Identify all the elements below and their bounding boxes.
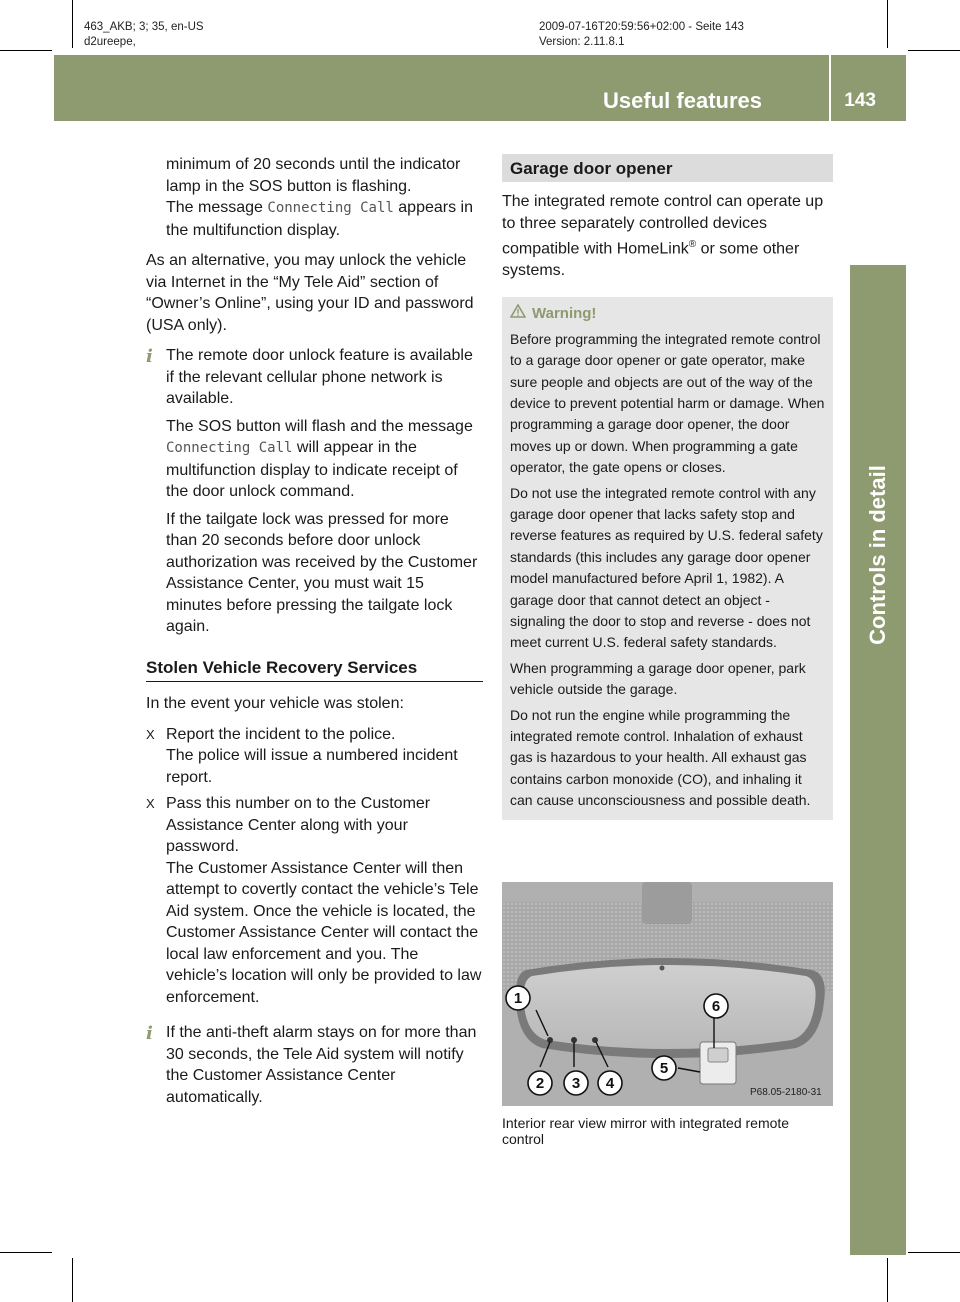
transmitter-button-icon xyxy=(708,1048,728,1062)
print-meta-right-line1: 2009-07-16T20:59:56+02:00 - Seite 143 xyxy=(539,21,744,33)
info-icon: i xyxy=(146,1023,153,1044)
warning-triangle-icon xyxy=(510,303,532,324)
page-number: 143 xyxy=(844,90,876,111)
info-note-p2-post: will appear in the multifunction display to indicate receipt of the door unlock command. xyxy=(166,439,458,500)
step-arrow-icon: X xyxy=(146,796,155,811)
info-note-p2-pre: The SOS button will flash and the message xyxy=(166,417,473,435)
info-note-remote-unlock xyxy=(146,345,483,638)
step-lead: Pass this number on to the Customer Assistance Center along with your password. xyxy=(166,795,431,855)
header-bar xyxy=(54,55,906,121)
stolen-vehicle-heading: Stolen Vehicle Recovery Services xyxy=(146,647,483,683)
display-message-code: Connecting Call xyxy=(166,440,293,456)
step-item xyxy=(146,793,483,1008)
figure-code: P68.05-2180-31 xyxy=(750,1087,822,1098)
registered-mark: ® xyxy=(688,239,697,250)
step-lead: Report the incident to the police. xyxy=(166,725,396,743)
info-note-p1: The remote door unlock feature is available if the relevant cellular phone network is available. xyxy=(166,347,473,407)
callout-4-label: 4 xyxy=(605,1075,615,1092)
continued-text-2-post: appears in the multifunction display. xyxy=(166,199,473,239)
warning-box xyxy=(502,297,833,819)
crop-mark-tr-v xyxy=(887,0,888,48)
figure-caption: Interior rear view mirror with integrated remote control xyxy=(502,1115,790,1147)
garage-intro-post: or some other systems. xyxy=(502,240,800,279)
info-note-p2 xyxy=(166,416,483,503)
callout-3-label: 3 xyxy=(571,1075,581,1092)
warning-title: Warning! xyxy=(532,305,597,323)
header-separator xyxy=(829,55,831,121)
display-message-code: Connecting Call xyxy=(267,200,394,216)
print-meta-right-line2: Version: 2.11.8.1 xyxy=(539,36,625,48)
callout-5-label: 5 xyxy=(659,1060,669,1077)
mirror-sensor xyxy=(660,966,665,971)
step-item xyxy=(146,724,483,789)
garage-door-heading: Garage door opener xyxy=(502,154,833,182)
crop-mark-tr-h xyxy=(908,50,960,51)
mirror-glass xyxy=(524,965,816,1049)
crop-mark-tl-h xyxy=(0,50,52,51)
alternative-paragraph: As an alternative, you may unlock the vehicle via Internet in the “My Tele Aid” section of “Owner’s Online”, using your ID and password (USA only). xyxy=(146,252,474,334)
warning-title-row xyxy=(510,303,825,324)
crop-mark-bl-h xyxy=(0,1252,52,1253)
chapter-side-tab xyxy=(850,265,906,1255)
mirror-illustration xyxy=(502,882,833,1106)
step-detail: The police will issue a numbered incident report. xyxy=(166,747,458,786)
mirror-mount xyxy=(642,882,692,924)
info-note-alarm xyxy=(146,1022,483,1108)
step-detail: The Customer Assistance Center will then attempt to covertly contact the vehicle’s Tele Aid system. Once the vehicle is located, the Customer Assistance Center will contact the local law enforcement and you. The vehicle’s location will only be provided to law enforcement. xyxy=(166,859,482,1006)
button-3-icon xyxy=(592,1037,598,1043)
crop-mark-bl-v xyxy=(72,1258,73,1302)
warning-paragraph: Do not run the engine while programming the integrated remote control. Inhalation of exhaust gas is hazardous to your health. All exhaust gas contains carbon monoxide (CO), and inhaling it can cause unconsciousness and possible death. xyxy=(510,706,811,809)
info-note-alarm-text: If the anti-theft alarm stays on for more than 30 seconds, the Tele Aid system will notify the Customer Assistance Center automatically. xyxy=(166,1024,477,1106)
print-meta-left xyxy=(84,20,204,50)
step-arrow-icon: X xyxy=(146,726,155,742)
mirror-figure xyxy=(502,882,833,1106)
print-meta-left-line1: 463_AKB; 3; 35, en-US xyxy=(84,21,204,33)
crop-mark-br-h xyxy=(908,1252,960,1253)
garage-intro xyxy=(502,191,833,281)
info-note-p3: If the tailgate lock was pressed for more than 20 seconds before door unlock authorization was received by the Customer Assistance Center, you must wait 15 minutes before pressing the tailgate lock again. xyxy=(166,510,478,635)
print-meta-right xyxy=(539,20,744,50)
section-title: Useful features xyxy=(603,88,762,113)
chapter-side-label: Controls in detail xyxy=(865,465,890,645)
warning-paragraph: When programming a garage door opener, park vehicle outside the garage. xyxy=(510,659,806,698)
print-meta-left-line2: d2ureepe, xyxy=(84,36,136,48)
callout-6-label: 6 xyxy=(711,998,721,1015)
crop-mark-br-v xyxy=(887,1258,888,1302)
warning-paragraph: Before programming the integrated remote control to a garage door opener or gate operator, make sure people and objects are out of the way of the device to prevent potential harm or damage. When programming a garage door opener, the door moves up or down. When programming a gate operator, the gate opens or closes. xyxy=(510,330,825,476)
callout-2-label: 2 xyxy=(535,1075,545,1092)
callout-1-label: 1 xyxy=(513,990,523,1007)
left-column xyxy=(146,154,483,1117)
crop-mark-tl-v xyxy=(72,0,73,48)
continued-text-1: minimum of 20 seconds until the indicator lamp in the SOS button is flashing. xyxy=(166,156,461,195)
continued-text-2-pre: The message xyxy=(166,199,268,216)
right-column xyxy=(502,154,833,820)
garage-intro-pre: The integrated remote control can operate up to three separately controlled devices compatible with HomeLink xyxy=(502,193,824,258)
info-icon: i xyxy=(146,346,153,367)
warning-paragraph: Do not use the integrated remote control with any garage door opener that lacks safety stop and reverse features as required by U.S. federal safety standards (this includes any garage door opener model manufactured before April 1, 1982). A garage door that cannot detect an object - signaling the door to stop and reverse - does not meet current U.S. federal safety standards. xyxy=(510,484,823,651)
stolen-intro: In the event your vehicle was stolen: xyxy=(146,695,404,712)
continued-paragraph xyxy=(146,154,483,241)
